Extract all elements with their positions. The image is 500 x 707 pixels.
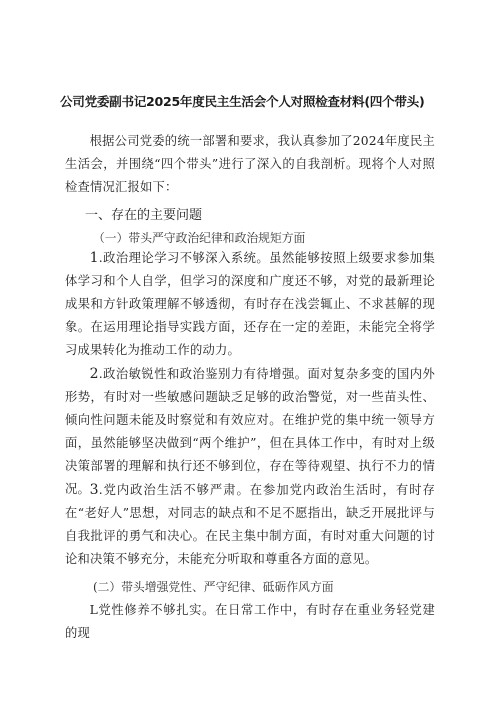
subsection-heading-party-spirit: (二）带头增强党性、严守纪律、砥砺作风方面 <box>93 580 334 594</box>
item-number: 3 <box>89 482 99 498</box>
paragraph-item-1 <box>65 247 435 362</box>
paragraph-item-4: L党性修养不够扎实。在日常工作中，有时存在重业务轻党建的现 <box>65 603 435 640</box>
intro-paragraph: 根据公司党委的统一部署和要求，我认真参加了2024年度民主生活会，并围绕“四个带头”进行了深入的自我剖析。现将个人对照检查情况汇报如下： <box>65 134 435 194</box>
paragraph-item-3 <box>65 479 435 571</box>
section-heading-problems: 一、存在的主要问题 <box>85 208 203 223</box>
item-number: 2 <box>89 366 99 382</box>
item-text: .政治敏锐性和政治鉴别力有待增强。面对复杂多变的国内外形势，有时对一些敏感问题缺乏足够的政治警觉，对一些苗头性、倾向性问题未能及时察觉和有效应对。在维护党的集中统一领导方面，虽然能够坚决做到“两个维护”，但在具体工作中，有时对上级决策部署的理解和执行还不够到位，存在等待观望、执行不力的情况。 <box>65 367 435 496</box>
document-title: 公司党委副书记2025年度民主生活会个人对照检查材料(四个带头) <box>60 94 425 109</box>
item-text: .党内政治生活不够严肃。在参加党内政治生活时，有时存在“老好人”思想，对同志的缺点和不足不愿指出，缺乏开展批评与自我批评的勇气和决心。在民主集中制方面，有时对重大问题的讨论和决策不够充分，未能充分听取和尊重各方面的意见。 <box>65 483 435 566</box>
item-text: .政治理论学习不够深入系统。虽然能够按照上级要求参加集体学习和个人自学，但学习的深度和广度还不够，对党的最新理论成果和方针政策理解不够透彻，有时存在浅尝辄止、不求甚解的现象。在运用理论指导实践方面，还存在一定的差距，未能完全将学习成果转化为推动工作的动力。 <box>65 251 435 357</box>
item-number: 1 <box>89 250 99 266</box>
subsection-heading-political-discipline: （一）带头严守政治纪律和政治规矩方面 <box>93 231 306 245</box>
